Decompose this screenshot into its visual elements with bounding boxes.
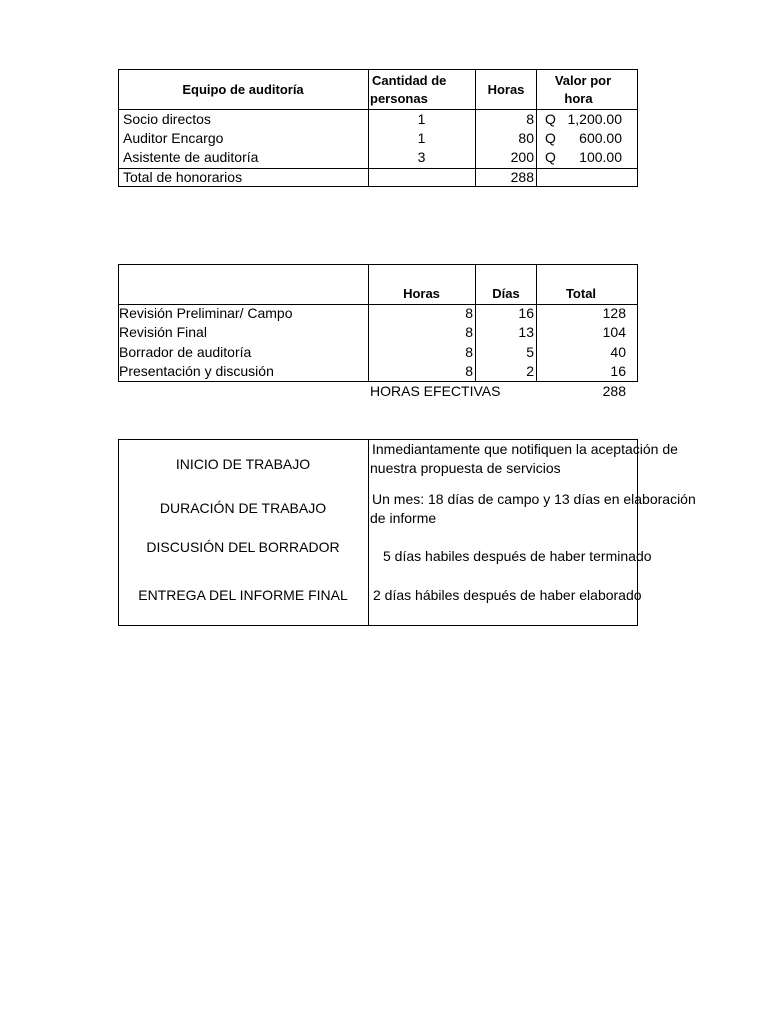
schedule-text-final: 2 días hábiles después de haber elaborado [373, 587, 642, 603]
fees-row-rate: 600.00 [579, 130, 622, 146]
header-total: Total [565, 286, 597, 301]
hours-row-days: 2 [526, 363, 534, 379]
fees-row-people: 3 [417, 149, 426, 165]
fees-total-label: Total de honorarios [123, 169, 243, 185]
hours-row-total: 16 [610, 363, 626, 379]
fees-row-role: Socio directos [123, 111, 211, 127]
fees-row-people: 1 [417, 130, 426, 146]
schedule-text-start-line1: Inmediantamente que notifiquen la aceptación de [372, 441, 678, 457]
hours-row-days: 16 [518, 305, 534, 321]
hours-row-total: 128 [602, 305, 626, 321]
fees-row-hours: 80 [518, 130, 534, 146]
hours-row-activity: Revisión Preliminar/ Campo [119, 305, 293, 321]
fees-row-people: 1 [417, 111, 426, 127]
hours-row-hours: 8 [465, 363, 473, 379]
fees-row-role: Auditor Encargo [123, 130, 224, 146]
fees-row-currency: Q [545, 149, 556, 165]
fees-row-hours: 200 [510, 149, 534, 165]
hours-row-hours: 8 [465, 305, 473, 321]
fees-row-rate: 100.00 [579, 149, 622, 165]
schedule-text-discussion: 5 días habiles después de haber terminado [383, 548, 652, 564]
schedule-text-duration-line2: de informe [370, 510, 437, 526]
hours-row-activity: Presentación y discusión [119, 363, 274, 379]
schedule-label-final: ENTREGA DEL INFORME FINAL [138, 587, 348, 603]
fees-row-currency: Q [545, 130, 556, 146]
header-hours: Horas [403, 286, 440, 301]
hours-row-total: 104 [602, 324, 626, 340]
hours-row-total: 40 [610, 344, 626, 360]
header-team: Equipo de auditoría [182, 82, 304, 97]
header-people-line2: personas [370, 91, 428, 106]
schedule-label-start: INICIO DE TRABAJO [175, 456, 311, 472]
header-rate-line2: hora [564, 91, 593, 106]
header-people-line1: Cantidad de [372, 73, 447, 88]
fees-row-currency: Q [545, 111, 556, 127]
schedule-text-start-line2: nuestra propuesta de servicios [370, 460, 561, 476]
hours-row-activity: Revisión Final [119, 324, 207, 340]
schedule-text-duration-line1: Un mes: 18 días de campo y 13 días en elaboración [372, 491, 696, 507]
effective-hours-label: HORAS EFECTIVAS [370, 383, 501, 399]
hours-row-days: 13 [518, 324, 534, 340]
effective-hours-total: 288 [602, 383, 626, 399]
fees-row-rate: 1,200.00 [567, 111, 622, 127]
fees-row-hours: 8 [526, 111, 534, 127]
fees-row-role: Asistente de auditoría [123, 149, 259, 165]
hours-row-days: 5 [526, 344, 534, 360]
header-hours: Horas [487, 82, 525, 97]
hours-row-hours: 8 [465, 324, 473, 340]
fees-total-hours: 288 [510, 169, 534, 185]
hours-row-activity: Borrador de auditoría [119, 344, 252, 360]
schedule-label-duration: DURACIÓN DE TRABAJO [159, 500, 327, 516]
hours-row-hours: 8 [465, 344, 473, 360]
header-days: Días [492, 286, 520, 301]
header-rate-line1: Valor por [554, 73, 612, 88]
schedule-label-discussion: DISCUSIÓN DEL BORRADOR [146, 539, 340, 555]
